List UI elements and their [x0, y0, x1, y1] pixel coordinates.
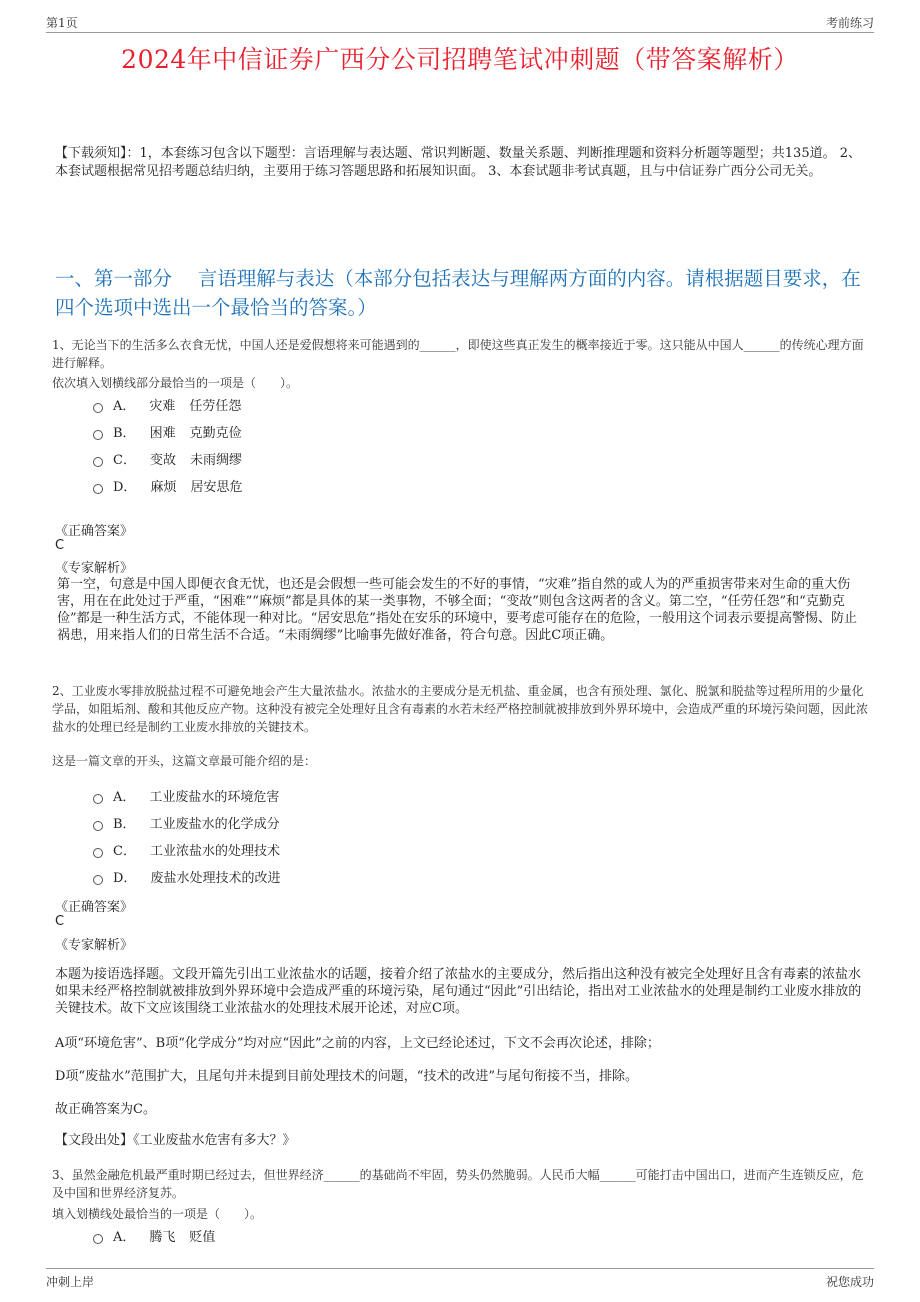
option-b[interactable]: B． 困难 克勤克俭	[93, 418, 242, 445]
question-1-stem: 1、无论当下的生活多么衣食无忧，中国人还是爱假想将来可能遇到的______，即使这些真正发生的概率接近于零。这只能从中国人______的传统心理方面进行解释。	[52, 338, 864, 370]
analysis-paragraph-1: 本题为接语选择题。文段开篇先引出工业浓盐水的话题，接着介绍了浓盐水的主要成分，然后指出这种没有被完全处理好且含有毒素的浓盐水如果未经严格控制就被排放到外界环境中会造成严重的环境污染，尾句通过“因此”引出结论，指出对工业浓盐水的处理是制约工业废水排放的关键技术。故下文应该围绕工业浓盐水的处理技术展开论述，对应C项。	[55, 967, 862, 1016]
option-d[interactable]: D． 废盐水处理技术的改进	[93, 863, 280, 890]
footer-right: 祝您成功	[825, 1275, 874, 1289]
header-label: 考前练习	[825, 16, 874, 30]
option-a[interactable]: A． 灾难 任劳任怨	[93, 391, 242, 418]
question-3-stem: 3、虽然金融危机最严重时期已经过去，但世界经济______的基础尚不牢固，势头仍然脆弱。人民币大幅______可能打击中国出口，进而产生连锁反应，危及中国和世界经济复苏。	[52, 1168, 864, 1200]
option-c[interactable]: C． 工业浓盐水的处理技术	[93, 836, 280, 863]
page-footer	[46, 1268, 874, 1291]
analysis-paragraph-3: D项“废盐水”范围扩大，且尾句并未提到目前处理技术的问题，“技术的改进”与尾句衔接不当，排除。	[55, 1069, 639, 1084]
radio-icon[interactable]	[93, 875, 103, 885]
radio-icon[interactable]	[93, 848, 103, 858]
radio-icon[interactable]	[93, 821, 103, 831]
option-d[interactable]: D． 麻烦 居安思危	[93, 472, 242, 499]
answer-label: 《正确答案》	[55, 900, 134, 915]
expert-analysis: 第一空，句意是中国人即便衣食无忧，也还是会假想一些可能会发生的不好的事情，“灾难”指自然的或人为的严重损害带来对生命的重大伤害，用在在此处过于严重，“困难”“麻烦”都是具体的某一类事物，不够全面；“变故”则包含这两者的含义。第二空，“任劳任怨”和“克勤克俭”都是一种生活方式，不能体现一种对比。“居安思危”指处在安乐的环境中，要考虑可能存在的危险，一般用这个词表示要提高警惕、防止祸患，用来指人们的日常生活不合适。“未雨绸缪”比喻事先做好准备，符合句意。因此C项正确。	[57, 577, 857, 643]
source-citation: 【文段出处】《工业废盐水危害有多大？》	[55, 1133, 296, 1148]
analysis-paragraph-2: A项“环境危害”、B项“化学成分”均对应“因此”之前的内容，上文已经论述过，下文不会再次论述，排除；	[55, 1036, 660, 1051]
question-2-options	[93, 782, 280, 890]
page-header	[46, 12, 874, 33]
option-c[interactable]: C． 变故 未雨绸缪	[93, 445, 242, 472]
radio-icon[interactable]	[93, 484, 103, 494]
question-2-stem: 2、工业废水零排放脱盐过程不可避免地会产生大量浓盐水。浓盐水的主要成分是无机盐、重金属，也含有预处理、氯化、脱氯和脱盐等过程所用的少量化学品，如阻垢剂、酸和其他反应产物。这种没有被完全处理好且含有毒素的水若未经严格控制就被排放到外界环境中，会造成严重的环境污染问题，因此浓盐水的处理已经是制约工业废水排放的关键技术。	[52, 684, 869, 734]
analysis-label: 《专家解析》	[55, 938, 134, 953]
radio-icon[interactable]	[93, 1234, 103, 1244]
analysis-paragraph-4: 故正确答案为C。	[55, 1102, 156, 1117]
option-a[interactable]: A． 腾飞 贬值	[93, 1222, 215, 1249]
question-2-prompt: 这是一篇文章的开头，这篇文章最可能介绍的是：	[52, 754, 317, 768]
correct-answer: C	[55, 914, 65, 929]
option-a[interactable]: A． 工业废盐水的环境危害	[93, 782, 280, 809]
radio-icon[interactable]	[93, 430, 103, 440]
question-1-prompt: 依次填入划横线部分最恰当的一项是（ ）。	[52, 376, 299, 390]
correct-answer: C	[55, 538, 65, 553]
question-1-options	[93, 391, 242, 499]
question-3-options	[93, 1222, 215, 1249]
radio-icon[interactable]	[93, 457, 103, 467]
option-b[interactable]: B． 工业废盐水的化学成分	[93, 809, 280, 836]
page-number: 第1页	[46, 16, 78, 30]
document-title: 2024年中信证券广西分公司招聘笔试冲刺题（带答案解析）	[121, 45, 799, 74]
question-3-prompt: 填入划横线处最恰当的一项是（ ）。	[52, 1207, 263, 1221]
section-title: 一、第一部分 言语理解与表达（本部分包括表达与理解两方面的内容。请根据题目要求，在四个选项中选出一个最恰当的答案。）	[55, 267, 861, 319]
answer-label: 《正确答案》	[55, 524, 134, 539]
analysis-label: 《专家解析》	[55, 561, 134, 576]
footer-left: 冲刺上岸	[46, 1275, 95, 1289]
download-notice: 【下载须知】：1，本套练习包含以下题型：言语理解与表达题、常识判断题、数量关系题、判断推理题和资料分析题等题型；共135道。 2、本套试题根据常见招考题总结归纳，主要用于练习答题思路和拓展知识面。 3、本套试题非考试真题，且与中信证券广西分公司无关。	[55, 146, 861, 179]
radio-icon[interactable]	[93, 403, 103, 413]
radio-icon[interactable]	[93, 794, 103, 804]
